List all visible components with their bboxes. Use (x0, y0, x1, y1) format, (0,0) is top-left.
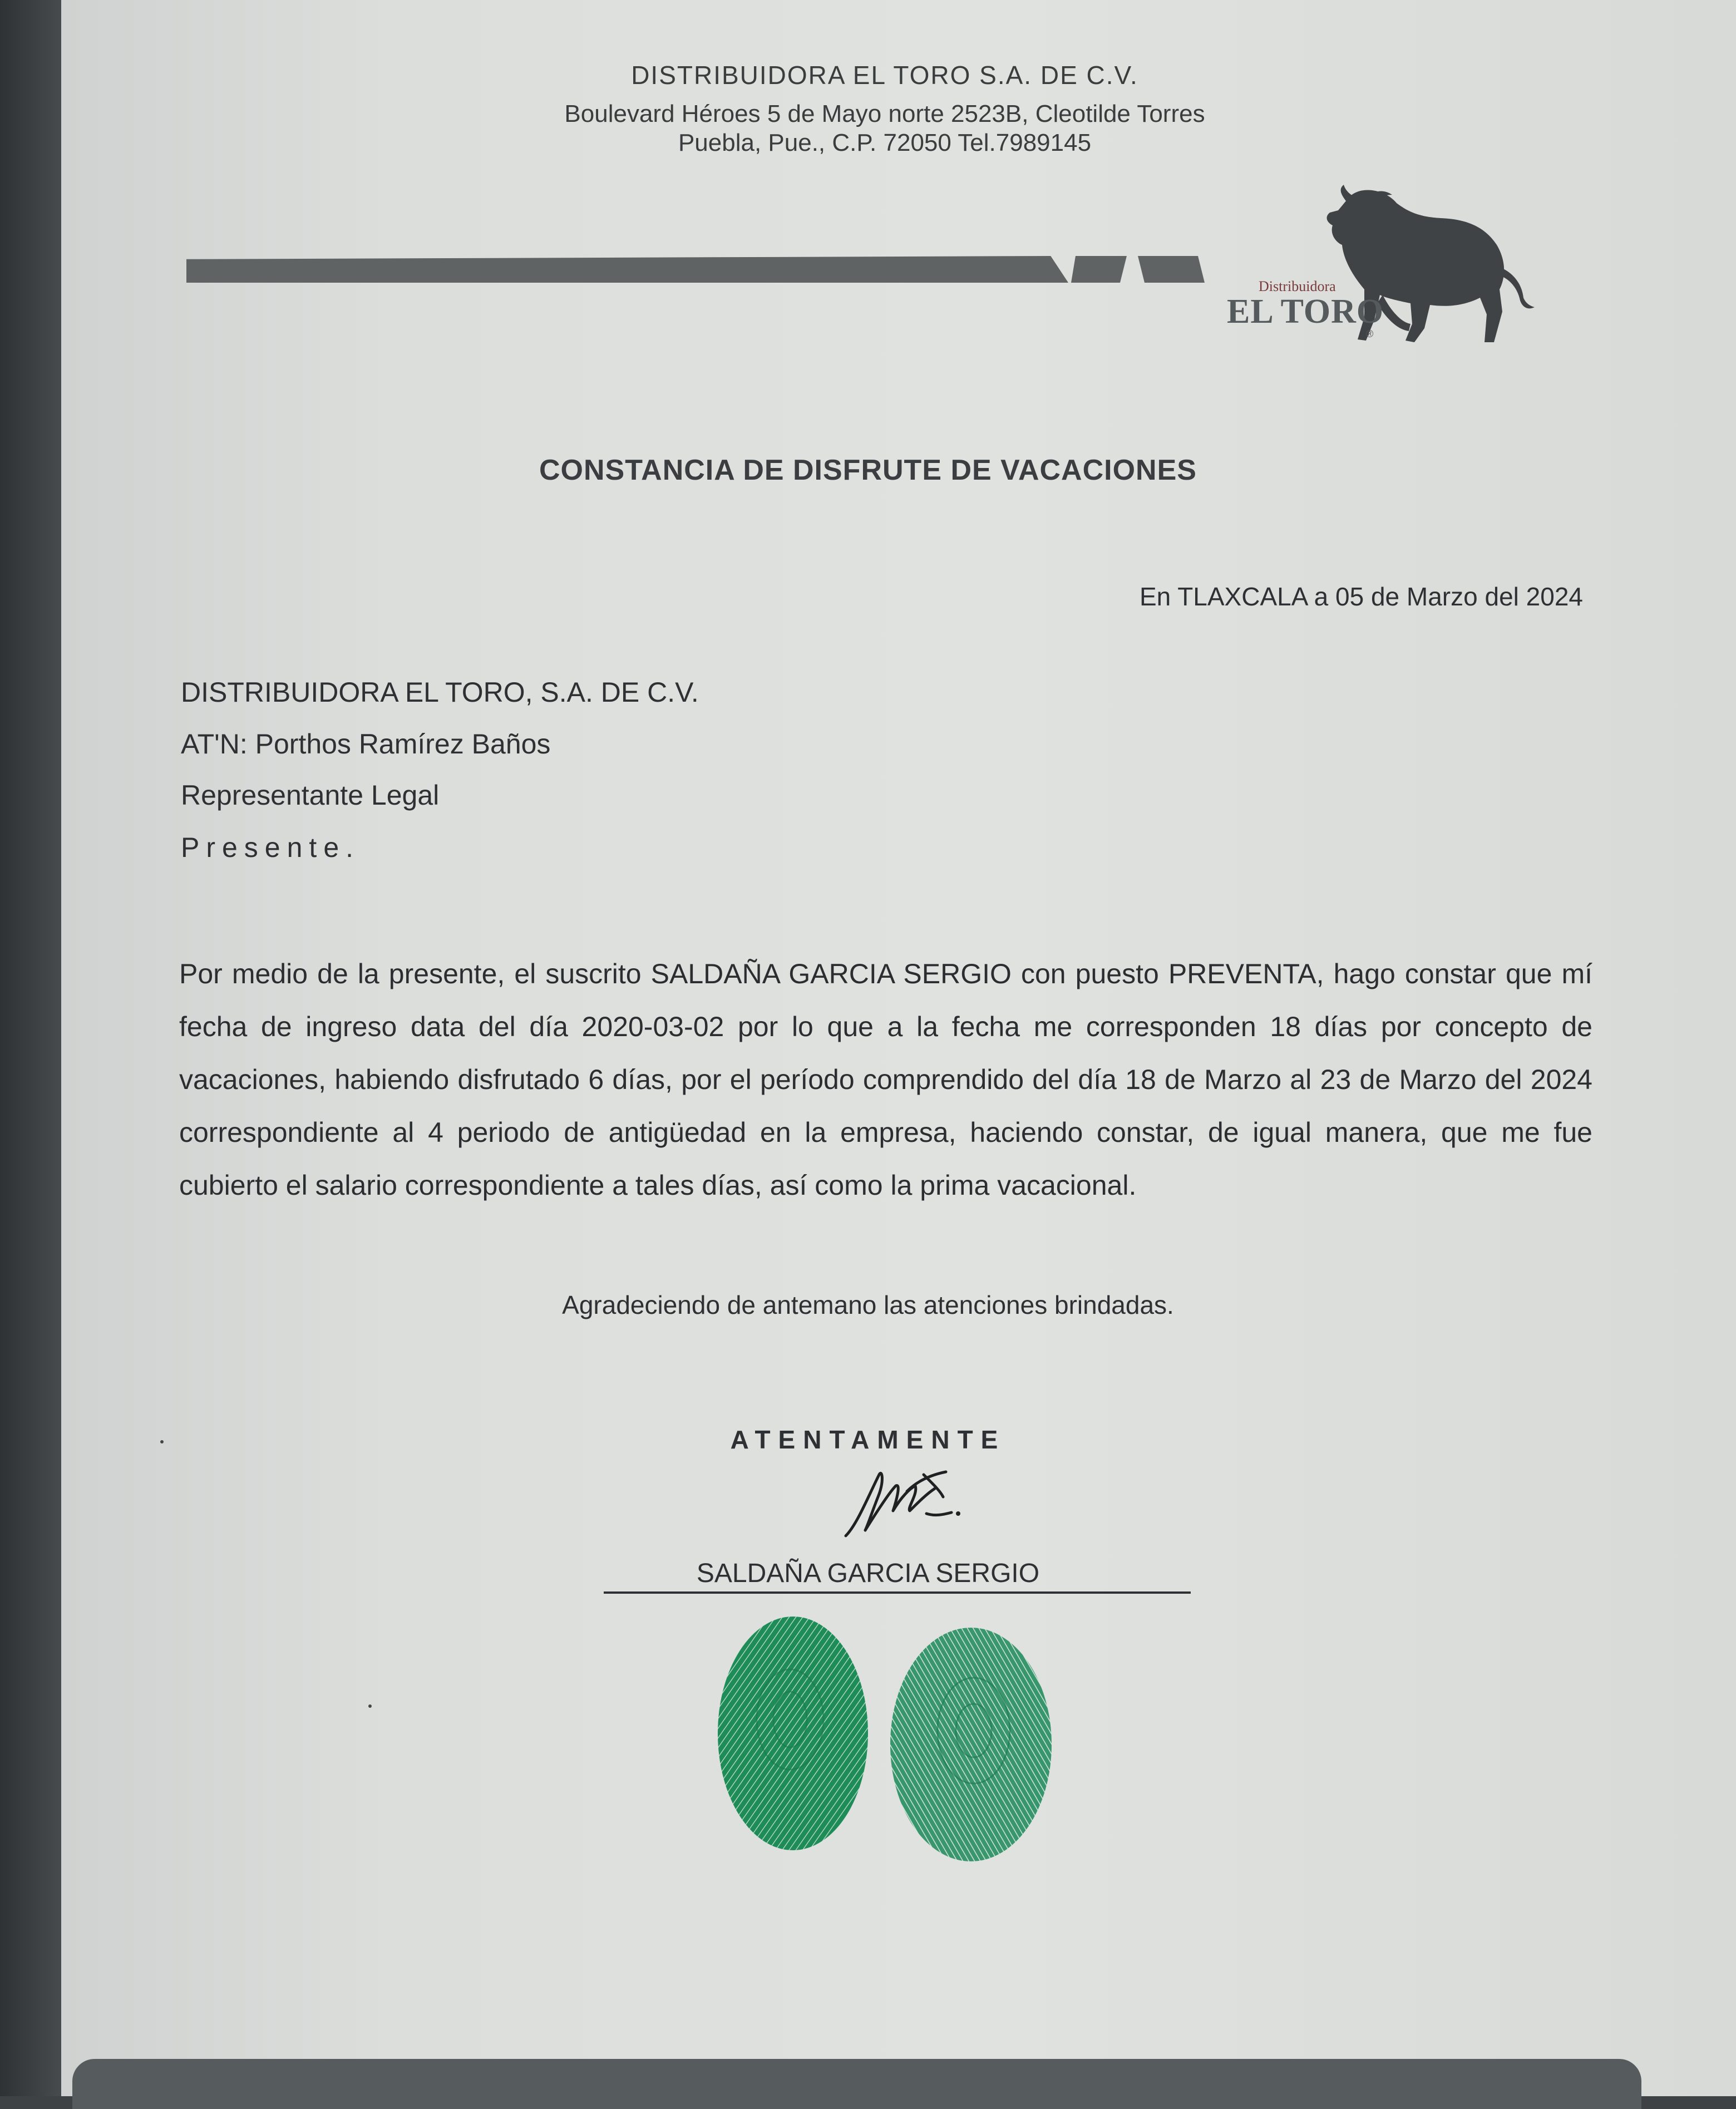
logo-distribuidora-text: Distribuidora (1259, 278, 1336, 294)
recipient-presente: Presente. (181, 832, 361, 863)
company-address-line1: Boulevard Héroes 5 de Mayo norte 2523B, Cleotilde Torres (564, 100, 1205, 127)
company-address-line2: Puebla, Pue., C.P. 72050 Tel.7989145 (678, 129, 1092, 156)
atentamente-label: ATENTAMENTE (730, 1425, 1006, 1454)
closing-line: Agradeciendo de antemano las atenciones brindadas. (562, 1290, 1174, 1319)
logo-registered-mark: ® (1366, 328, 1374, 339)
header-stripe-dash (1138, 256, 1205, 283)
footer-band (72, 2059, 1641, 2109)
document-title: CONSTANCIA DE DISFRUTE DE VACACIONES (539, 454, 1197, 486)
body-paragraph: Por medio de la presente, el suscrito SALDAÑA GARCIA SERGIO con puesto PREVENTA, hago constar que mí fecha de ingreso data del día 2020-03-02 por lo que a la fecha me corresponden 18 días por concepto de vacaciones, habiendo disfrutado 6 días, por el período comprendido del día 18 de Marzo al 23 de Marzo del 2024 correspondiente al 4 periodo de antigüedad en la empresa, haciendo constar, de igual manera, que me fue cubierto el salario correspondiente a tales días, así como la prima vacacional. (179, 958, 1592, 1201)
paper-speck (160, 1440, 164, 1443)
background-edge (0, 0, 61, 2096)
place-date: En TLAXCALA a 05 de Marzo del 2024 (1139, 582, 1583, 611)
handwritten-signature-icon (812, 1441, 979, 1553)
header-stripe-dash (1071, 256, 1127, 283)
fingerprint-icon (707, 1608, 1074, 1864)
recipient-company: DISTRIBUIDORA EL TORO, S.A. DE C.V. (181, 677, 699, 708)
header-stripe (186, 256, 1068, 283)
logo-el-toro-text: EL TORO (1227, 293, 1384, 331)
signer-name: SALDAÑA GARCIA SERGIO (696, 1559, 1040, 1588)
signature-line (604, 1591, 1191, 1594)
recipient-attention: AT'N: Porthos Ramírez Baños (181, 728, 551, 760)
company-name: DISTRIBUIDORA EL TORO S.A. DE C.V. (631, 61, 1138, 90)
paper-speck (368, 1704, 372, 1708)
recipient-role: Representante Legal (181, 780, 440, 811)
